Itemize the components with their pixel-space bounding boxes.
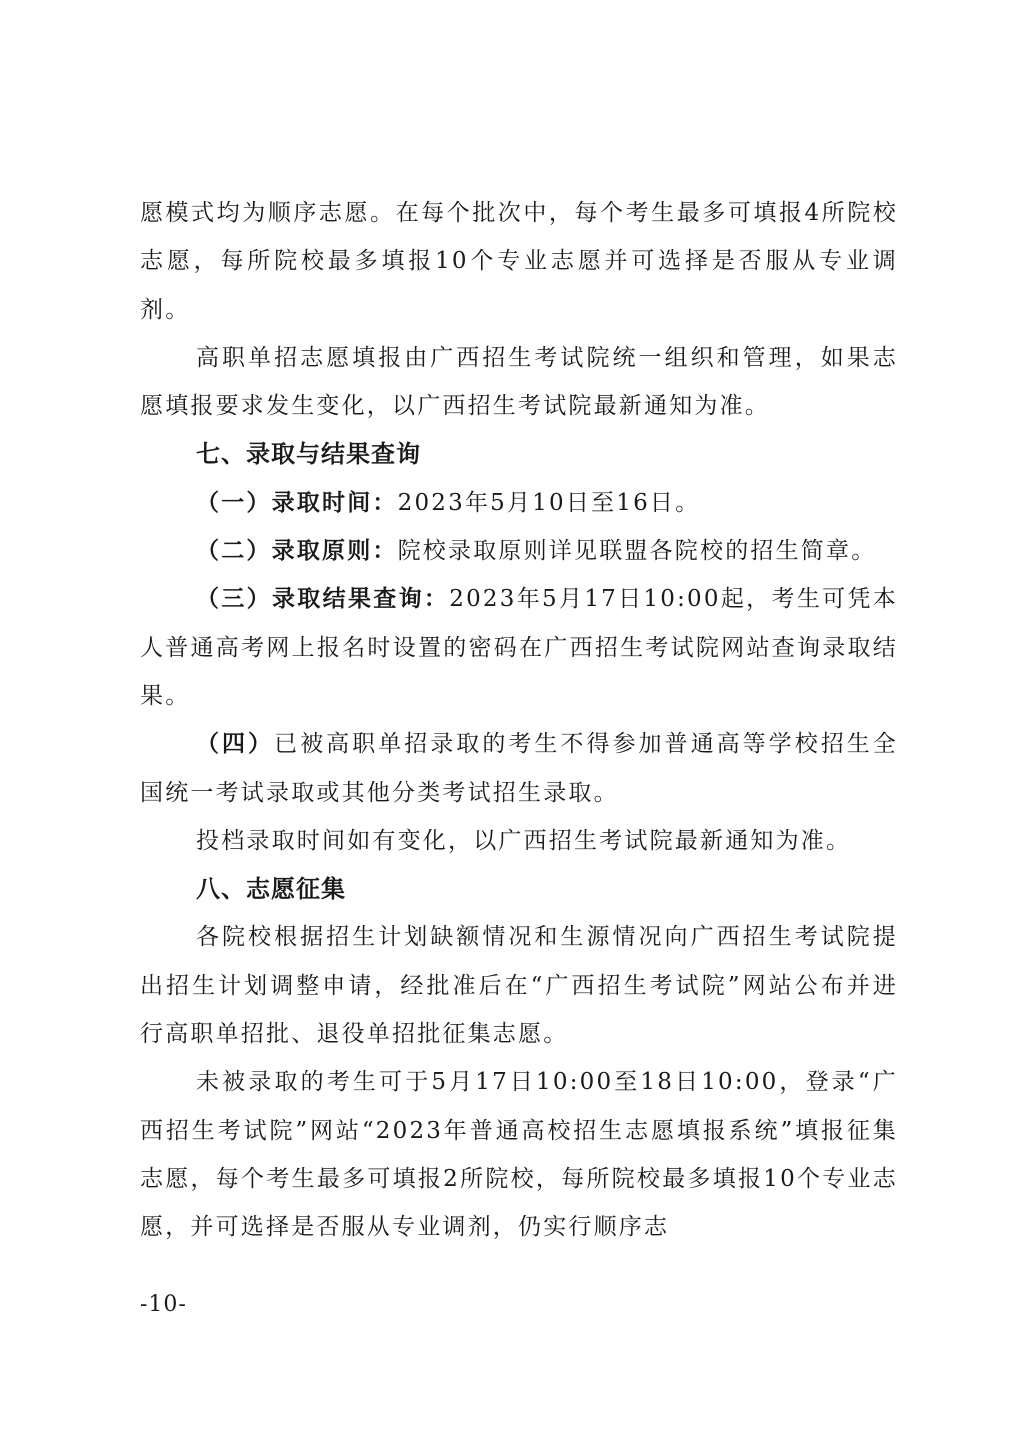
page-body <box>140 189 898 1252</box>
paragraph-organization: 高职单招志愿填报由广西招生考试院统一组织和管理，如果志愿填报要求发生变化，以广西招生考试院最新通知为准。 <box>140 344 898 420</box>
admitted-restriction-label: （四） <box>196 731 275 758</box>
result-query-text: 2023年5月17日10:00起，考生可凭本人普通高考网上报名时设置的密码在广西招生考试院网站查询录取结果。 <box>140 586 898 709</box>
admission-time-label: （一）录取时间： <box>196 489 398 516</box>
paragraph-volunteer-mode: 愿模式均为顺序志愿。在每个批次中，每个考生最多可填报4所院校志愿，每所院校最多填报10个专业志愿并可选择是否服从专业调剂。 <box>140 200 898 323</box>
admission-principle-item <box>140 527 898 575</box>
admission-principle-text: 院校录取原则详见联盟各院校的招生简章。 <box>397 538 877 565</box>
admission-time-item <box>140 479 898 527</box>
result-query-item <box>140 575 898 720</box>
admission-principle-label: （二）录取原则： <box>196 538 398 565</box>
admission-time-change-note: 投档录取时间如有变化，以广西招生考试院最新通知为准。 <box>196 827 852 854</box>
result-query-label: （三）录取结果查询： <box>196 586 450 613</box>
admitted-restriction-text: 已被高职单招录取的考生不得参加普通高等学校招生全国统一考试录取或其他分类考试招生录取。 <box>140 731 898 806</box>
section-heading-admission: 七、录取与结果查询 <box>196 440 421 469</box>
page-number: -10- <box>140 1292 187 1317</box>
admission-time-text: 2023年5月10日至16日。 <box>397 489 701 516</box>
admitted-restriction-item <box>140 720 898 817</box>
section-heading-volunteer-collection: 八、志愿征集 <box>196 875 346 904</box>
paragraph-collection-volunteer: 未被录取的考生可于5月17日10:00至18日10:00，登录“广西招生考试院”网站“2023年普通高校招生志愿填报系统”填报征集志愿，每个考生最多可填报2所院校，每所院校最多填报10个专业志愿，并可选择是否服从专业调剂，仍实行顺序志 <box>140 1069 898 1241</box>
paragraph-plan-adjustment: 各院校根据招生计划缺额情况和生源情况向广西招生考试院提出招生计划调整申请，经批准后在“广西招生考试院”网站公布并进行高职单招批、退役单招批征集志愿。 <box>140 924 898 1048</box>
